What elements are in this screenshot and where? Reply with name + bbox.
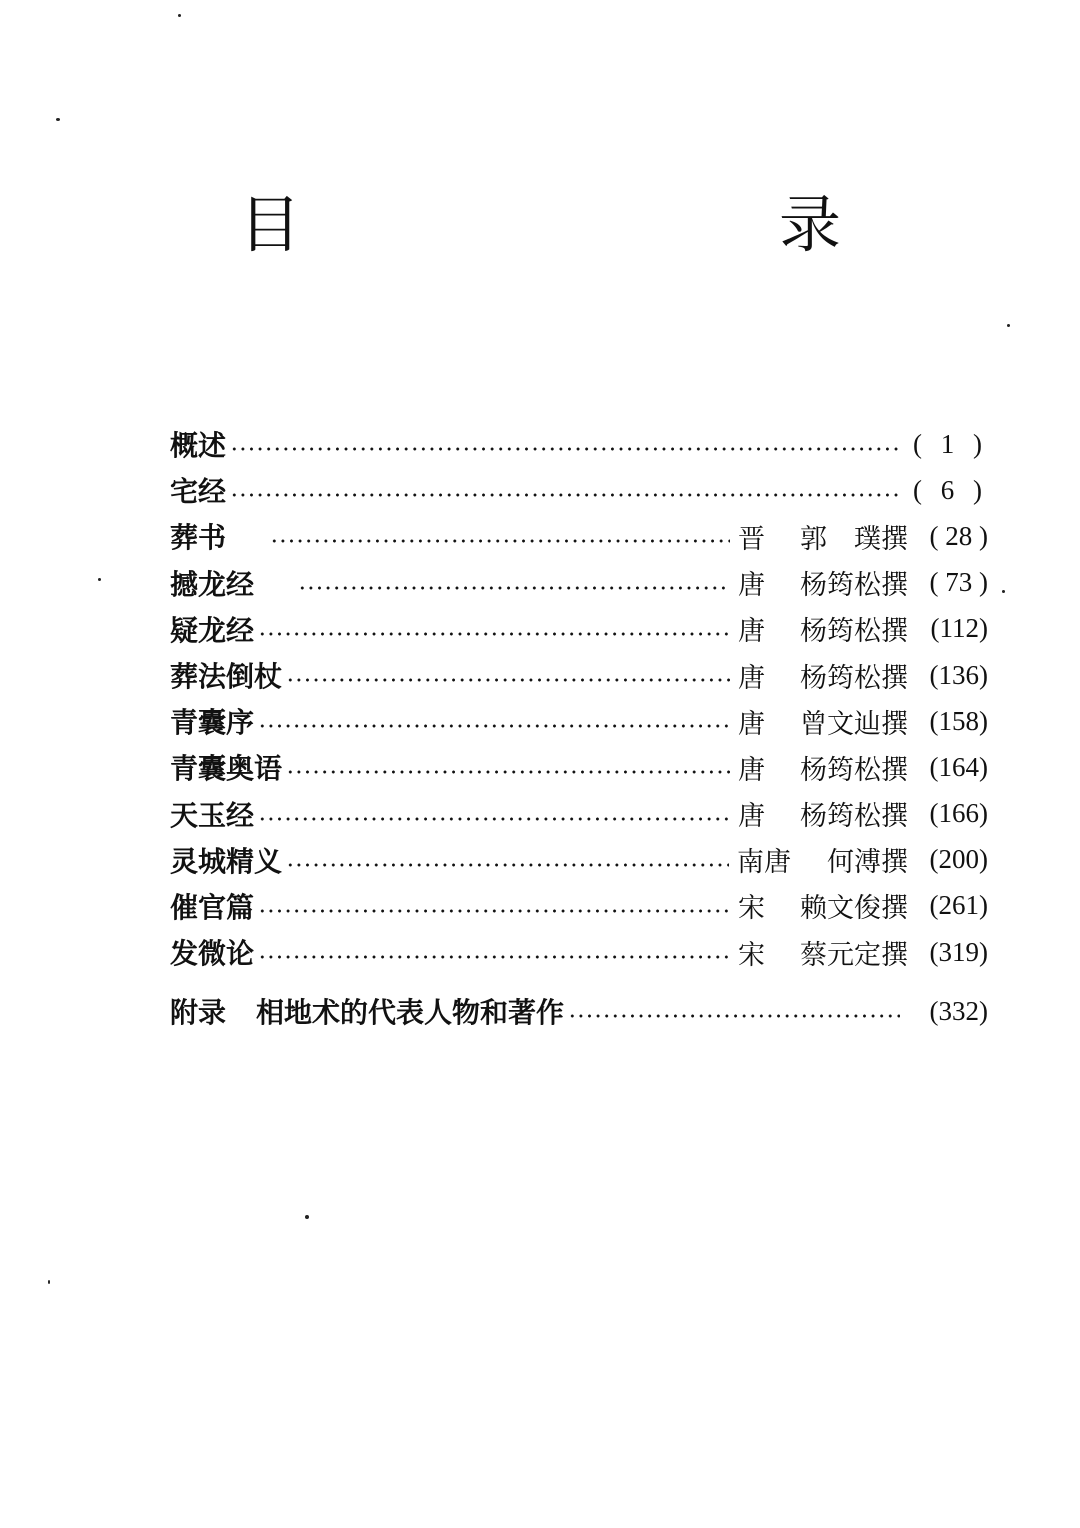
- author-name: 杨筠松撰: [800, 570, 908, 602]
- author-name: 何溥撰: [827, 847, 908, 879]
- toc-entry-author: [738, 886, 908, 925]
- toc-entry-title: 青囊奥语: [170, 752, 283, 786]
- dot-leader: [270, 539, 730, 543]
- toc-row[interactable]: [170, 560, 988, 606]
- toc-entry-author: [738, 609, 908, 648]
- scan-speck: [98, 578, 101, 581]
- toc-entry-title: 概述: [170, 429, 227, 463]
- toc-entry-page: ( 28 ): [929, 520, 988, 551]
- toc-entry-author: [738, 794, 908, 833]
- scan-speck: [56, 118, 60, 121]
- toc-entry-title: 葬书: [170, 521, 227, 555]
- author-dynasty: 唐: [738, 616, 765, 648]
- toc-entry-page: ( 73 ): [929, 567, 988, 598]
- author-dynasty: 晋: [738, 523, 765, 555]
- dot-leader: [230, 447, 900, 451]
- appendix-subtitle: 相地术的代表人物和著作: [256, 996, 565, 1030]
- appendix-label: 附录: [170, 996, 227, 1030]
- author-name: 杨筠松撰: [800, 801, 908, 833]
- toc-row[interactable]: [170, 744, 988, 790]
- toc-entry-page: (158): [929, 705, 988, 736]
- author-dynasty: 唐: [738, 801, 765, 833]
- dot-leader: [258, 724, 730, 728]
- toc-entry-page: (136): [929, 659, 988, 690]
- toc-entry-author: [738, 517, 908, 556]
- dot-leader: [258, 632, 730, 636]
- author-dynasty: 宋: [738, 893, 765, 925]
- toc-row[interactable]: [170, 652, 988, 698]
- author-name: 郭 璞撰: [800, 523, 908, 555]
- toc-entry-page: (164): [929, 751, 988, 782]
- author-dynasty: 唐: [738, 708, 765, 740]
- page-title: 目 录: [238, 188, 959, 261]
- toc-row[interactable]: [170, 513, 988, 559]
- author-dynasty: 南唐: [737, 847, 791, 879]
- appendix-title: [170, 991, 564, 1031]
- toc-entry-page: (112): [930, 613, 988, 644]
- scan-speck: [48, 1280, 50, 1284]
- author-name: 赖文俊撰: [800, 893, 908, 925]
- toc-entry-title: 发微论: [170, 937, 255, 971]
- author-dynasty: 唐: [738, 570, 765, 602]
- toc-entry-title: 撼龙经: [170, 567, 255, 601]
- author-name: 杨筠松撰: [800, 662, 908, 694]
- toc-row[interactable]: [170, 883, 988, 929]
- toc-entry-author: [737, 840, 908, 879]
- dot-leader: [568, 1014, 900, 1018]
- toc-row[interactable]: [170, 606, 988, 652]
- toc-entry-author: [738, 656, 908, 695]
- toc-row[interactable]: [170, 791, 988, 837]
- author-name: 曾文辿撰: [800, 708, 908, 740]
- dot-leader: [258, 817, 730, 821]
- toc-entry-title: 疑龙经: [170, 613, 255, 647]
- toc-entry-title: 催官篇: [170, 890, 255, 924]
- toc-row[interactable]: [170, 837, 988, 883]
- toc-entry-author: [738, 933, 908, 972]
- scan-speck: [1007, 324, 1010, 327]
- toc-entry-author: [738, 702, 908, 741]
- toc-row-appendix[interactable]: [170, 988, 988, 1034]
- dot-leader: [258, 955, 730, 959]
- table-of-contents: [170, 421, 988, 1034]
- dot-leader: [286, 770, 730, 774]
- toc-row[interactable]: [170, 698, 988, 744]
- toc-row[interactable]: [170, 929, 988, 975]
- toc-entry-page: (319): [929, 936, 988, 967]
- dot-leader: [258, 909, 730, 913]
- author-dynasty: 唐: [738, 662, 765, 694]
- dot-leader: [298, 586, 730, 590]
- dot-leader: [286, 863, 729, 867]
- toc-entry-title: 青囊序: [170, 706, 255, 740]
- toc-entry-page: (200): [929, 844, 988, 875]
- author-name: 杨筠松撰: [800, 616, 908, 648]
- toc-entry-page: (166): [929, 798, 988, 829]
- toc-entry-author: [738, 748, 908, 787]
- toc-entry-page: (261): [929, 890, 988, 921]
- toc-entry-title: 宅经: [170, 475, 227, 509]
- dot-leader: [286, 678, 730, 682]
- scan-speck: [1002, 590, 1005, 593]
- toc-entry-page: ( 6 ): [913, 474, 988, 505]
- toc-entry-title: 葬法倒杖: [170, 660, 283, 694]
- toc-entry-page: ( 1 ): [913, 428, 988, 459]
- scan-speck: [178, 14, 181, 17]
- author-dynasty: 唐: [738, 754, 765, 786]
- toc-entry-page: (332): [929, 995, 988, 1026]
- toc-entry-title: 天玉经: [170, 798, 255, 832]
- scan-speck: [305, 1215, 309, 1219]
- toc-entry-author: [738, 563, 908, 602]
- author-dynasty: 宋: [738, 939, 765, 971]
- dot-leader: [230, 493, 900, 497]
- toc-row[interactable]: [170, 421, 988, 467]
- author-name: 杨筠松撰: [800, 754, 908, 786]
- toc-entry-title: 灵城精义: [170, 844, 283, 878]
- author-name: 蔡元定撰: [800, 939, 908, 971]
- toc-row[interactable]: [170, 467, 988, 513]
